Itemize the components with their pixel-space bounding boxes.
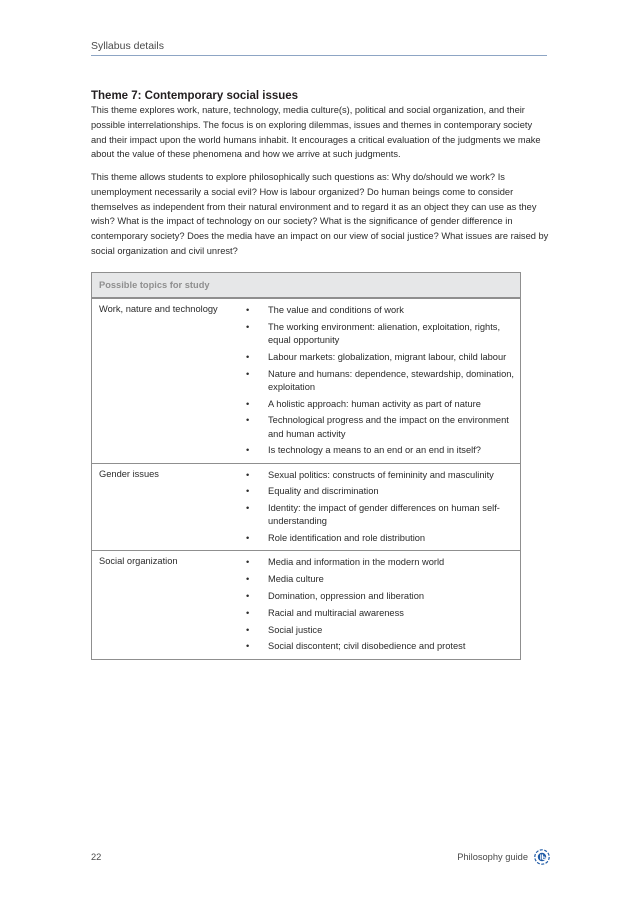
list-item: • Sexual politics: constructs of femininity and masculinity — [240, 469, 520, 482]
topic-name: Work, nature and technology — [99, 304, 218, 314]
list-item: • Social justice — [240, 624, 520, 637]
list-item: • Identity: the impact of gender differences on human self-understanding — [240, 502, 520, 528]
list-item: • Media and information in the modern world — [240, 556, 520, 569]
table-row-work-nature-technology — [92, 298, 520, 463]
list-item: • Labour markets: globalization, migrant labour, child labour — [240, 351, 520, 364]
theme-title: Theme 7: Contemporary social issues — [91, 90, 299, 102]
list-item: • The working environment: alienation, exploitation, rights, equal opportunity — [240, 321, 520, 347]
topic-list — [240, 299, 520, 463]
table-row-social-organization — [92, 550, 520, 658]
running-header: Syllabus details — [91, 40, 164, 52]
list-item: • Equality and discrimination — [240, 485, 520, 498]
header-rule — [91, 55, 547, 56]
list-item: • Nature and humans: dependence, stewardship, domination, exploitation — [240, 368, 520, 394]
footer-doc-title: Philosophy guide — [457, 852, 528, 862]
list-item: • Racial and multiracial awareness — [240, 607, 520, 620]
list-item: • A holistic approach: human activity as part of nature — [240, 398, 520, 411]
topic-list — [240, 551, 520, 658]
topic-list — [240, 464, 520, 551]
list-item: • Media culture — [240, 573, 520, 586]
list-item: • Technological progress and the impact on the environment and human activity — [240, 414, 520, 440]
table-heading: Possible topics for study — [92, 273, 520, 298]
list-item: • Is technology a means to an end or an end in itself? — [240, 444, 520, 457]
page-number: 22 — [91, 852, 102, 862]
ib-logo-icon — [534, 849, 550, 865]
theme-questions-paragraph: This theme allows students to explore philosophically such questions as: Why do/should we work? Is unemployment necessarily a social evil? How is labour organized? Do human beings come to consider themselves as independent from their natural environment and to regard it as an object they can use as they wish? What is the impact of technology on our society? What is the significance of gender difference in contemporary society? Does the media have an impact on our view of social justice? What issues are raised by social organization and civil unrest? — [91, 172, 549, 256]
topic-name: Gender issues — [99, 468, 159, 479]
list-item: • Domination, oppression and liberation — [240, 590, 520, 603]
table-row-gender-issues — [92, 463, 520, 551]
topics-table — [91, 272, 521, 660]
list-item: • Role identification and role distribution — [240, 532, 520, 545]
list-item: • Social discontent; civil disobedience and protest — [240, 640, 520, 653]
topic-name: Social organization — [99, 556, 178, 567]
list-item: • The value and conditions of work — [240, 304, 520, 317]
theme-intro-paragraph: This theme explores work, nature, technology, media culture(s), political and social organization, and their possible interrelationships. The focus is on exploring dilemmas, issues and themes in contemporary society and their impact upon the world humans inhabit. It encourages a critical evaluation of the judgments we make about the value of these phenomena and how we arrive at such judgments. — [91, 105, 541, 160]
